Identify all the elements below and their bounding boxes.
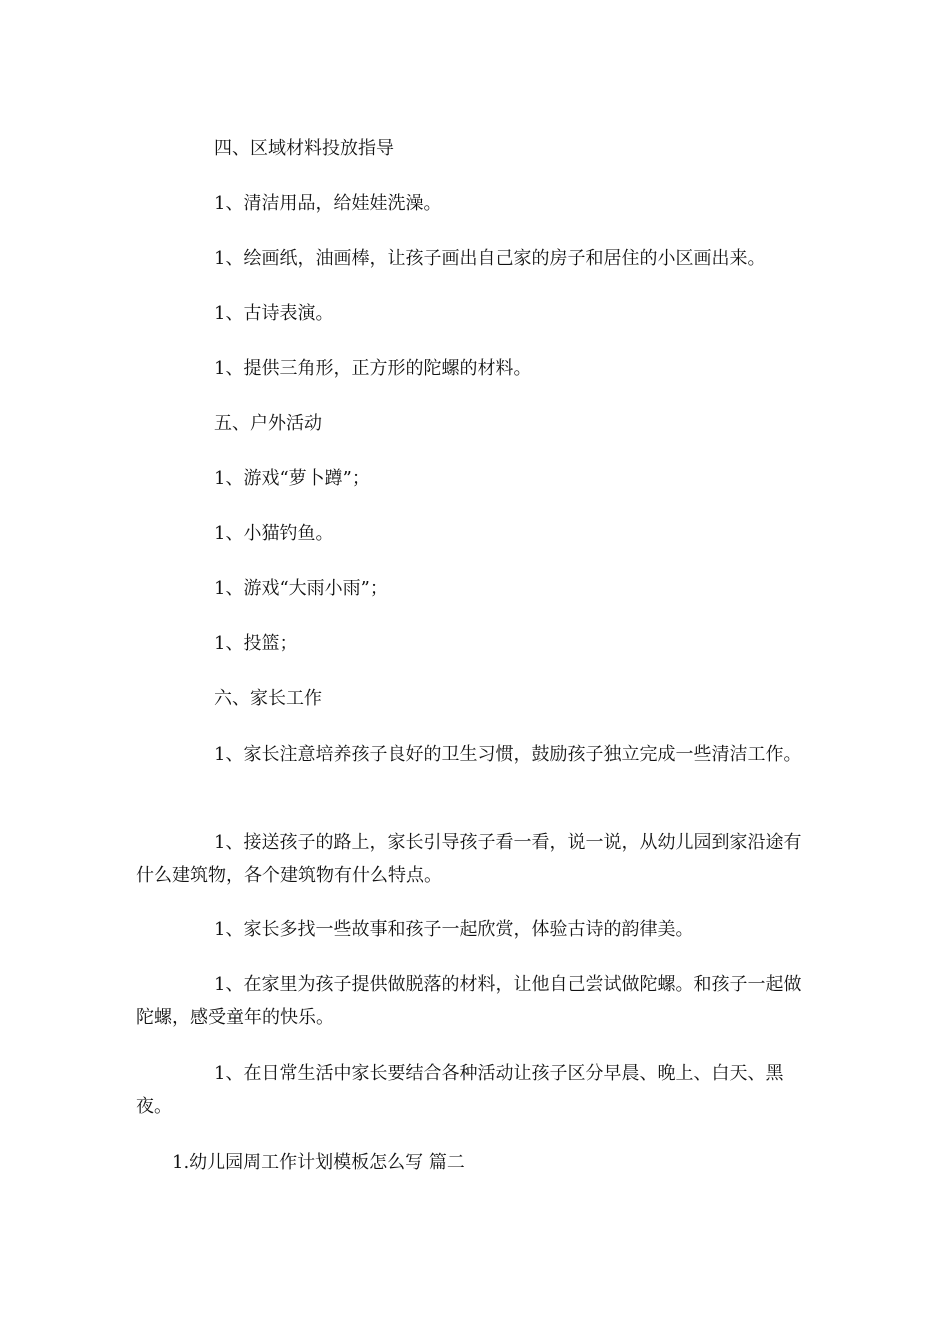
list-item: 1、游戏“萝卜蹲”； [214, 468, 370, 489]
list-item: 1、在日常生活中家长要结合各种活动让孩子区分早晨、晚上、白天、黑夜。 [136, 1063, 784, 1117]
list-item: 1、小猫钓鱼。 [214, 523, 334, 544]
section-heading-materials: 四、区域材料投放指导 [214, 138, 394, 159]
list-item: 1、提供三角形，正方形的陀螺的材料。 [214, 358, 532, 379]
list-item: 1、古诗表演。 [214, 303, 334, 324]
list-item: 1、清洁用品，给娃娃洗澡。 [214, 193, 442, 214]
list-item: 1、绘画纸，油画棒，让孩子画出自己家的房子和居住的小区画出来。 [214, 248, 766, 269]
section-heading-outdoor: 五、户外活动 [214, 413, 322, 434]
list-item: 1、接送孩子的路上，家长引导孩子看一看，说一说，从幼儿园到家沿途有什么建筑物，各个建筑物有什么特点。 [136, 832, 802, 886]
list-item: 1、家长注意培养孩子良好的卫生习惯，鼓励孩子独立完成一些清洁工作。 [214, 744, 802, 765]
next-section-title: 1.幼儿园周工作计划模板怎么写 篇二 [172, 1152, 465, 1173]
list-item: 1、投篮； [214, 633, 298, 654]
list-item: 1、在家里为孩子提供做脱落的材料，让他自己尝试做陀螺。和孩子一起做陀螺，感受童年的快乐。 [136, 974, 802, 1028]
list-item: 1、游戏“大雨小雨”； [214, 578, 388, 599]
list-item: 1、家长多找一些故事和孩子一起欣赏，体验古诗的韵律美。 [214, 919, 694, 940]
section-heading-parents: 六、家长工作 [214, 688, 322, 709]
